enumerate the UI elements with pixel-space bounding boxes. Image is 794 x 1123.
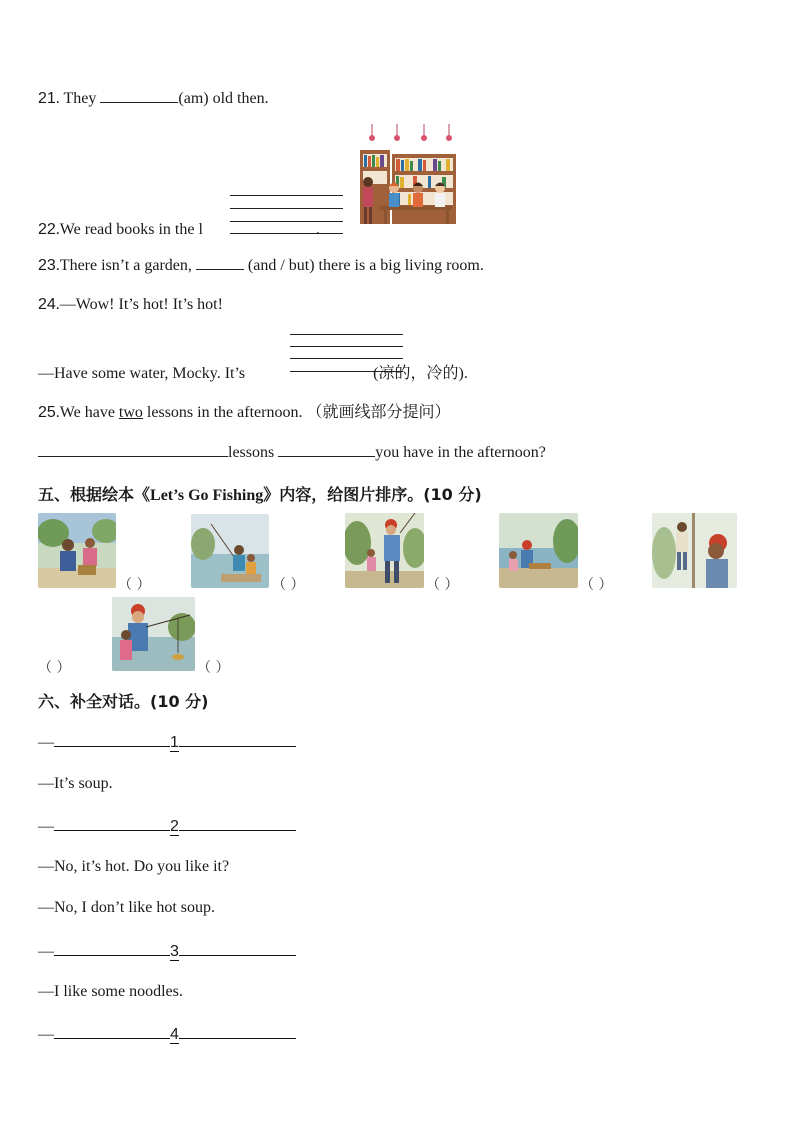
question-text: lessons in the afternoon. （就画线部分提问）: [142, 404, 451, 421]
question-21: [38, 88, 269, 108]
answer-paren-2[interactable]: （ ）: [272, 577, 305, 593]
dialog-dash: —: [38, 943, 54, 960]
section-title-text: 五、根据绘本《: [38, 485, 151, 504]
blank-number: 4: [170, 1026, 179, 1043]
story-picture-2: [191, 514, 269, 588]
answer-blank[interactable]: [278, 442, 375, 457]
answer-blank[interactable]: [179, 816, 296, 831]
question-text: —Have some water, Mocky. It’s: [38, 365, 250, 382]
underlined-word: two: [118, 404, 143, 421]
dialog-text: No, I don’t like hot soup.: [54, 899, 216, 916]
question-text: (凉的，冷的).: [369, 365, 468, 382]
dialog-line-8: [38, 1024, 296, 1044]
question-text: . They: [55, 90, 101, 107]
section-6-title: 六、补全对话。(10 分): [38, 692, 209, 711]
answer-blank[interactable]: [54, 816, 170, 831]
question-number: 21: [38, 90, 56, 107]
answer-paren-3[interactable]: （ ）: [426, 577, 459, 593]
story-picture-5: [652, 513, 737, 588]
answer-blank[interactable]: [54, 941, 170, 956]
question-text: .—Wow! It’s hot! It’s hot!: [55, 296, 223, 313]
dialog-dash: —: [38, 983, 54, 1000]
answer-paren-1[interactable]: （ ）: [118, 577, 151, 593]
answer-blank[interactable]: [54, 1024, 170, 1039]
question-24-answer: [38, 360, 468, 383]
blank-number: 1: [170, 734, 179, 751]
dialog-dash: —: [38, 734, 54, 751]
dialog-dash: —: [38, 1026, 54, 1043]
dialog-line-1: [38, 732, 296, 752]
blank-number: 3: [170, 943, 179, 960]
blank-number: 2: [170, 818, 179, 835]
answer-blank[interactable]: [38, 442, 228, 457]
dialog-line-3: [38, 816, 296, 836]
question-number: 22: [38, 221, 56, 238]
story-picture-3: [345, 513, 424, 588]
story-picture-4: [499, 513, 578, 588]
section-title-text: 》内容，给图片排序。(10 分): [263, 485, 482, 504]
question-23: [38, 255, 484, 275]
question-text: (and / but) there is a big living room.: [243, 257, 484, 274]
question-25-answer: [38, 442, 546, 462]
question-number: 25: [38, 404, 56, 421]
story-picture-6: [112, 597, 195, 671]
dialog-line-4: [38, 858, 229, 876]
question-text: .We have: [55, 404, 119, 421]
section-5-title: [38, 482, 482, 505]
dialog-text: I like some noodles.: [54, 983, 183, 1000]
dialog-text: No, it’s hot. Do you like it?: [54, 858, 230, 875]
answer-blank[interactable]: [179, 732, 296, 747]
dialog-line-2: [38, 775, 113, 793]
answer-paren-6[interactable]: （ ）: [197, 660, 230, 676]
question-text: .: [315, 221, 320, 238]
question-text: you have in the afternoon?: [375, 444, 546, 461]
dialog-line-6: [38, 941, 296, 961]
answer-blank[interactable]: [196, 255, 244, 270]
dialog-line-7: [38, 983, 183, 1001]
dialog-line-5: [38, 899, 215, 917]
question-text: (am) old then.: [178, 90, 269, 107]
dialog-dash: —: [38, 899, 54, 916]
answer-blank[interactable]: [179, 941, 296, 956]
question-24: [38, 296, 223, 314]
answer-blank[interactable]: [54, 732, 170, 747]
dialog-dash: —: [38, 818, 54, 835]
question-25: [38, 399, 450, 422]
question-text: lessons: [228, 444, 279, 461]
question-number: 24: [38, 296, 56, 313]
book-title: Let’s Go Fishing: [150, 487, 264, 504]
question-number: 23: [38, 257, 56, 274]
library-image: [358, 124, 458, 228]
answer-blank[interactable]: [179, 1024, 296, 1039]
answer-paren-4[interactable]: （ ）: [580, 577, 613, 593]
question-text: .There isn’t a garden,: [55, 257, 196, 274]
question-22: [38, 221, 320, 239]
answer-paren-5[interactable]: （ ）: [38, 660, 71, 676]
dialog-dash: —: [38, 858, 54, 875]
question-text: .We read books in the l: [55, 221, 203, 238]
story-picture-1: [38, 513, 116, 588]
answer-blank[interactable]: [100, 88, 178, 103]
dialog-dash: —: [38, 775, 54, 792]
dialog-text: It’s soup.: [54, 775, 113, 792]
